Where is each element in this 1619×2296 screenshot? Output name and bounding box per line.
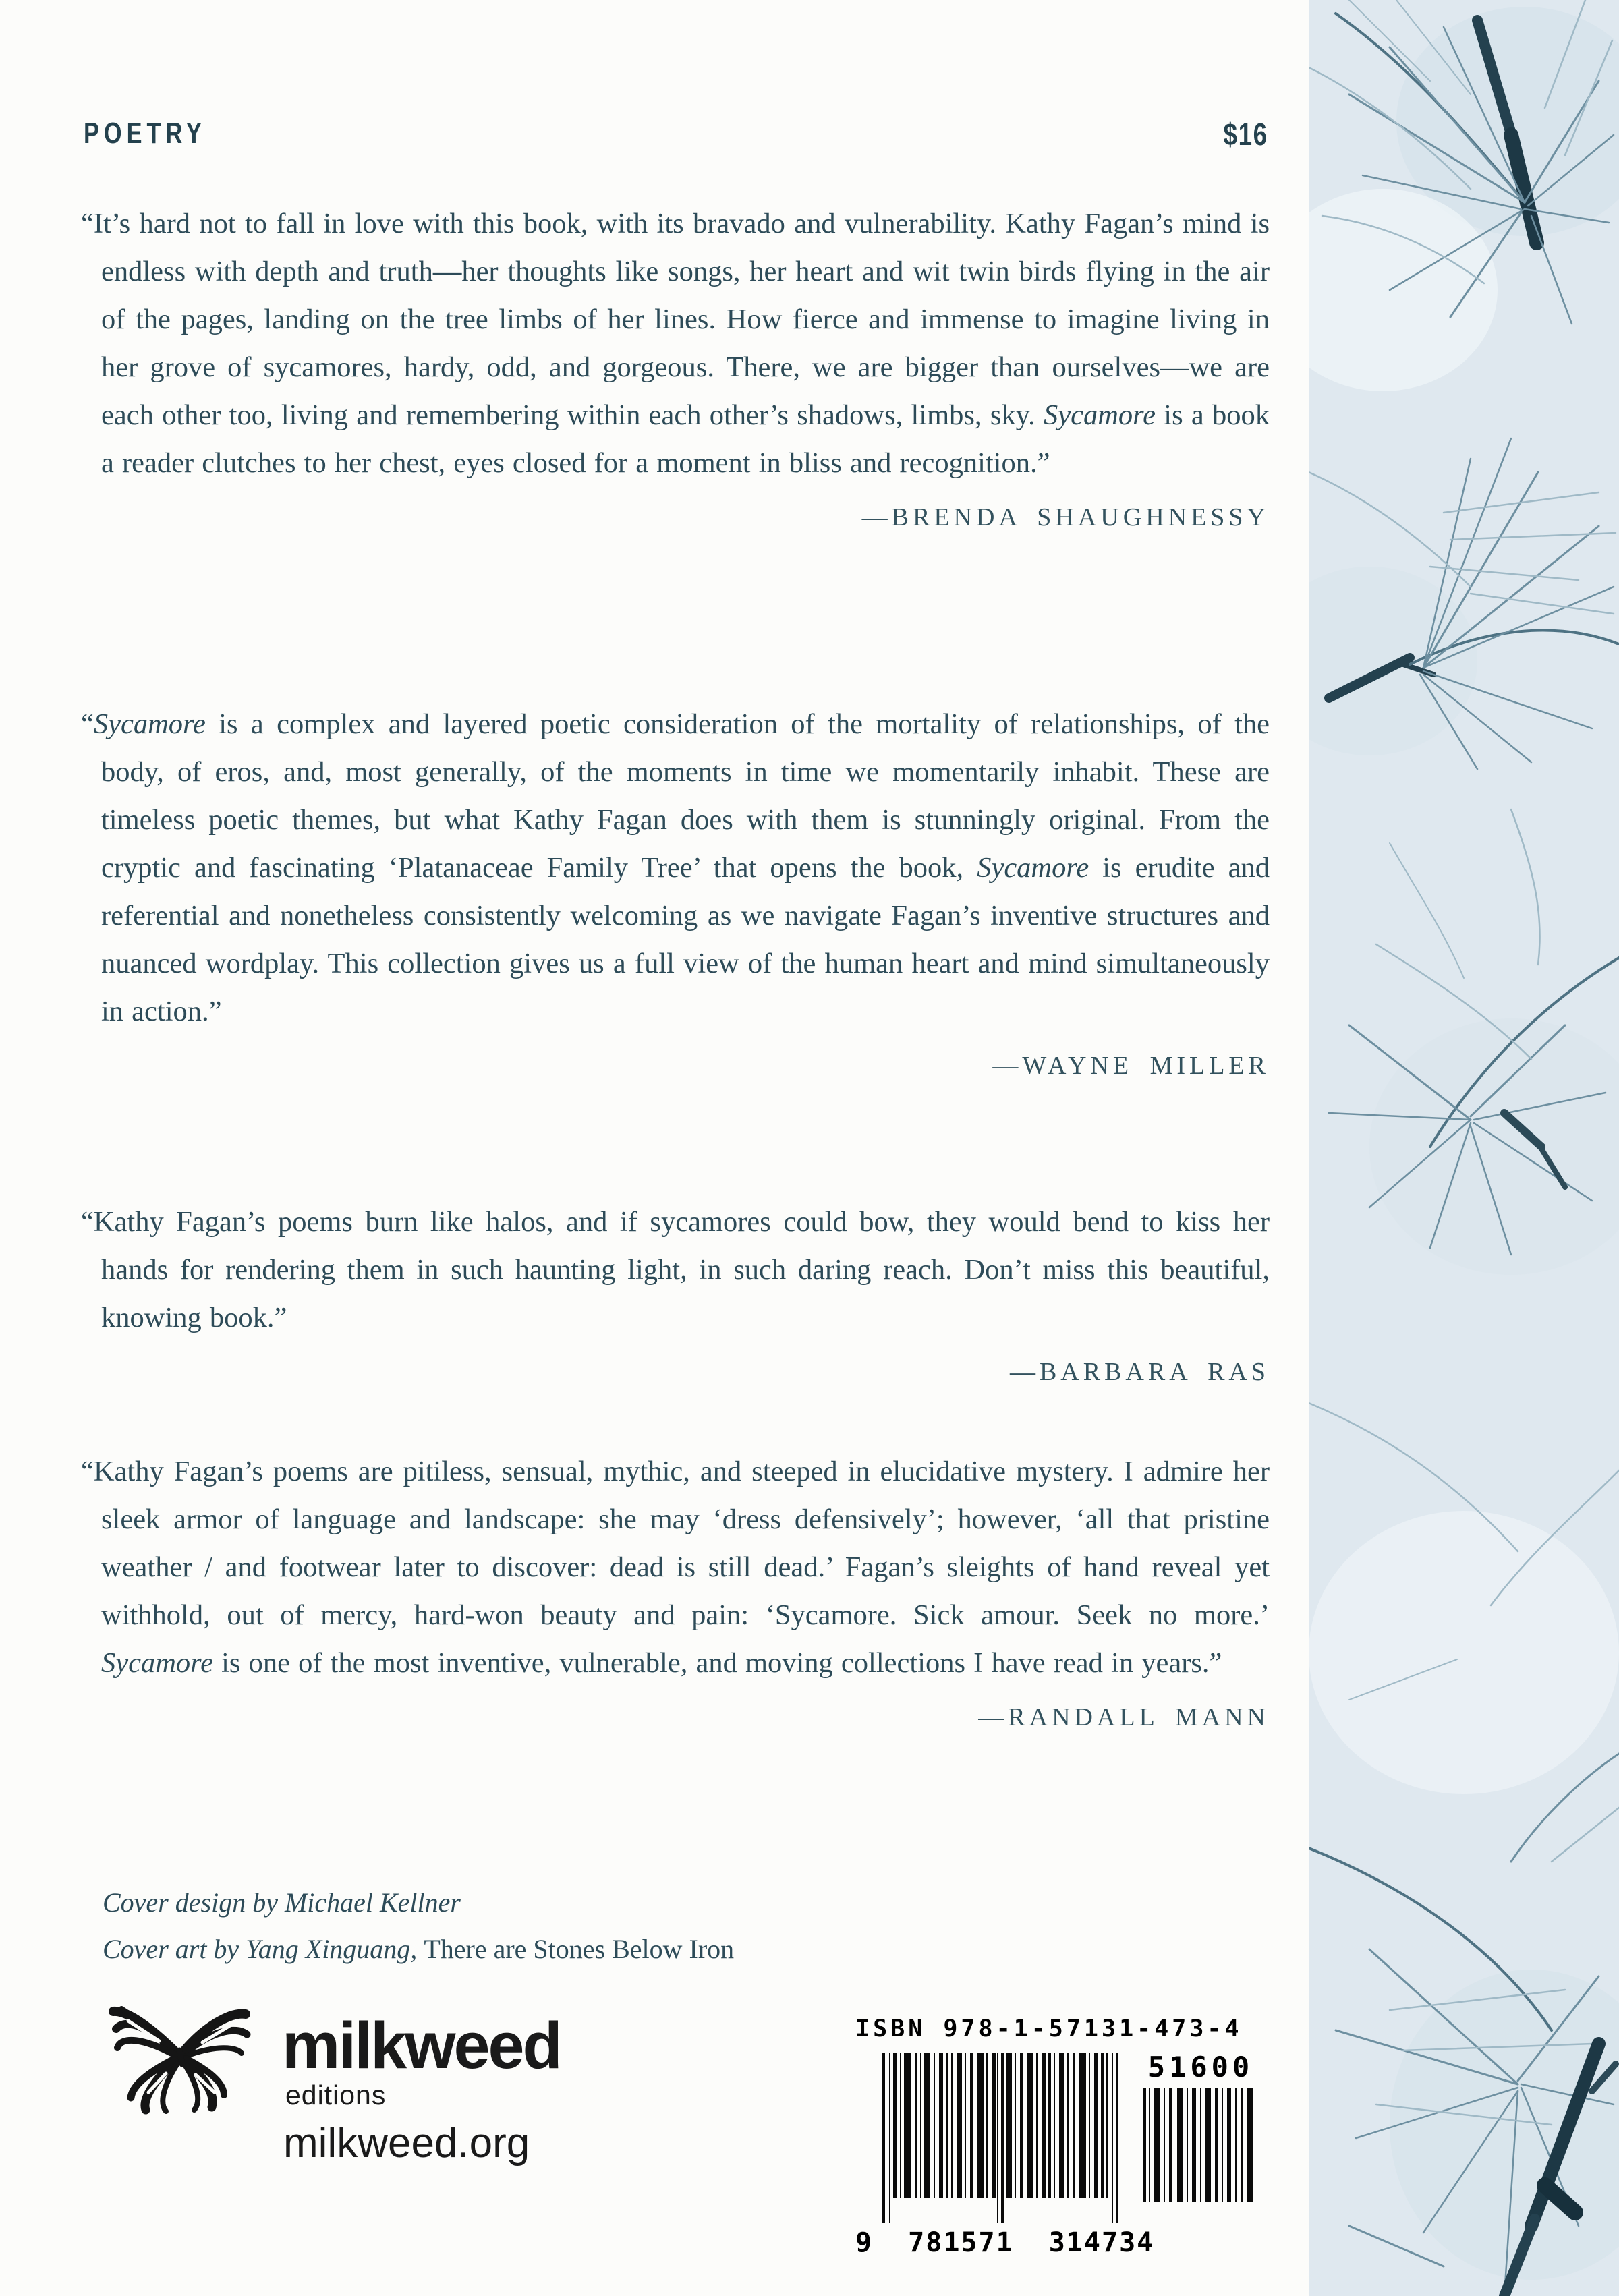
addon-barcode [1143,2088,1258,2202]
blurb-attribution: —WAYNE MILLER [992,1052,1270,1080]
blurb-attribution: —BARBARA RAS [1009,1358,1270,1386]
publisher-imprint: editions [285,2079,387,2111]
isbn-label: ISBN 978-1-57131-473-4 [855,2015,1243,2042]
isbn-digits: 9 781571 314734 [855,2227,1155,2258]
blurb-text: “Kathy Fagan’s poems are pitiless, sensual, mythic, and steeped in elucidative mystery. I admire her sleek armor of language and landscape: she may ‘dress defensively’; however, ‘all that pristine weather / and footwear later to discover: dead is still dead.’ Fagan’s sleights of hand reveal yet withhold, out of mercy, hard-won beauty and pain: ‘Sycamore. Sick amour. Seek no more.’ Sycamore is one of the most inventive, vulnerable, and moving collections I have read in years.” [81,1456,1270,1679]
branch-artwork-illustration [1309,0,1619,2296]
blurb-attribution: —RANDALL MANN [978,1703,1270,1731]
blurb-ras [81,1198,1270,1387]
blurb-text: “Kathy Fagan’s poems burn like halos, and if sycamores could bow, they would bend to kiss her hands for rendering them in such haunting light, in such daring reach. Don’t miss this beautiful, knowing book.” [81,1206,1270,1333]
credits-block [103,1879,1182,1972]
barcode-block [855,2015,1267,2269]
butterfly-icon [101,1991,263,2119]
blurb-shaughnessy [81,200,1270,533]
blurb-text: “Sycamore is a complex and layered poetic consideration of the mortality of relationships, of the body, of eros, and, most generally, of the moments in time we momentarily inhabit. These are timeless poetic themes, but what Kathy Fagan does with them is stunningly original. From the cryptic and fascinating ‘Platanaceae Family Tree’ that opens the book, Sycamore is erudite and referential and nonetheless consistently welcoming as we navigate Fagan’s inventive structures and nuanced wordplay. This collection gives us a full view of the human heart and mind simultaneously in action.” [81,708,1270,1027]
publisher-block [282,2009,561,2167]
publisher-website: milkweed.org [283,2120,530,2167]
cover-art-band [1309,0,1619,2296]
price-code: 51600 [1147,2050,1254,2084]
ean-barcode [882,2053,1120,2223]
blurb-text: “It’s hard not to fall in love with this book, with its bravado and vulnerability. Kathy Fagan’s mind is endless with depth and truth—her thoughts like songs, her heart and wit twin birds flying in the air of the pages, landing on the tree limbs of her lines. How fierce and immense to imagine living in her grove of sycamores, hardy, odd, and gorgeous. There, we are bigger than ourselves—we are each other too, living and remembering within each other’s shadows, limbs, sky. Sycamore is a book a reader clutches to her chest, eyes closed for a moment in bliss and recognition.” [81,208,1270,479]
header-row [84,119,1268,150]
cover-art-credit: Cover art by Yang Xinguang, There are Stones Below Iron [103,1934,735,1964]
blurb-attribution: —BRENDA SHAUGHNESSY [861,503,1270,532]
barcode-bars-area [855,2050,1267,2269]
genre-label: POETRY [84,117,206,150]
price-label: $16 [1223,117,1268,152]
price-addon [1141,2050,1260,2205]
publisher-wordmark: milkweed [282,2009,561,2082]
cover-design-credit: Cover design by Michael Kellner [103,1887,461,1918]
blurb-mann [81,1447,1270,1733]
blurb-miller [81,700,1270,1081]
